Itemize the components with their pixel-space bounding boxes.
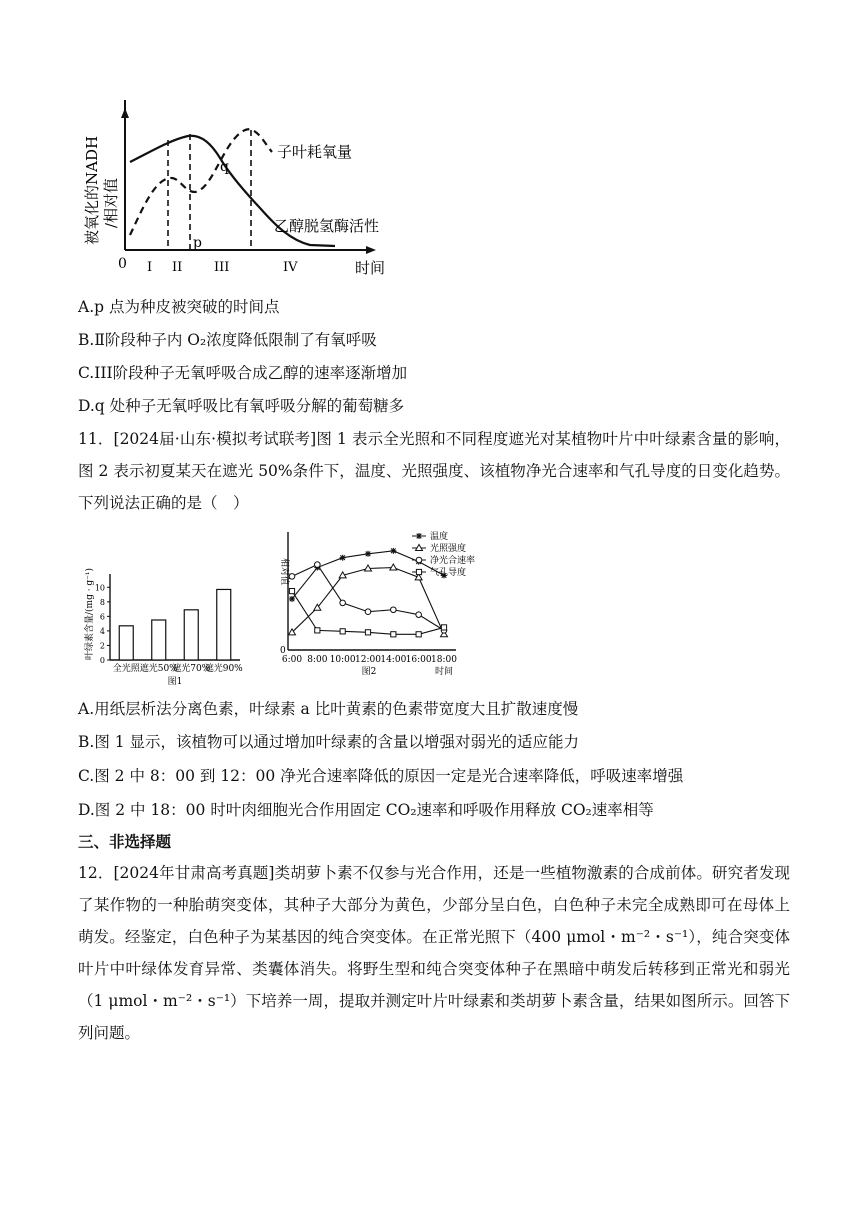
- diurnal-line-chart: [270, 528, 540, 688]
- q11-option-a: A.用纸层析法分离色素，叶绿素 a 比叶黄素的色素带宽度大且扩散速度慢: [78, 700, 579, 718]
- y-axis-label: 相对值: [279, 558, 289, 586]
- series-point: [416, 557, 422, 563]
- q10-option-c: C.III阶段种子无氧呼吸合成乙醇的速率逐渐增加: [78, 364, 408, 382]
- y-axis-label-2: /相对值: [102, 177, 120, 228]
- legend-label: 气孔导度: [430, 568, 467, 578]
- q11-option-b: B.图 1 显示，该植物可以通过增加叶绿素的含量以增强对弱光的适应能力: [78, 733, 580, 751]
- x-tick-label: 18:00: [431, 655, 457, 665]
- origin-label: 0: [280, 646, 286, 656]
- series-point: [289, 574, 295, 580]
- stage-label: II: [172, 260, 183, 275]
- x-tick-label: 16:00: [405, 655, 432, 665]
- series-point: [340, 555, 346, 561]
- chart-title: 图2: [361, 667, 377, 677]
- section-title: 三、非选择题: [78, 832, 172, 851]
- point-q: q: [220, 159, 229, 175]
- legend-label: 净光合速率: [430, 556, 476, 566]
- nadh-figure: [80, 100, 400, 282]
- x-tick-label: 14:00: [380, 655, 407, 665]
- legend-label: 光照强度: [430, 544, 467, 554]
- origin-label: 0: [118, 256, 127, 272]
- q12-text: 12．[2024年甘肃高考真题]类胡萝卜素不仅参与光合作用，还是一些植物激素的合成前体。研究者发现了某作物的一种胎萌突变体，其种子大部分为黄色，少部分呈白色，白色种子未完全成熟即可在母体上萌发。经鉴定，白色种子为某基因的纯合突变体。在正常光照下（400 μmol・m⁻²・s⁻¹），纯合突变体叶片中叶绿体发育异常、类囊体消失。将野生型和纯合突变体种子在黑暗中萌发后转移到正常光和弱光（1 μmol・m⁻²・s⁻¹）下培养一周，提取并测定叶片叶绿素和类胡萝卜素含量，结果如图所示。回答下列问题。: [78, 864, 790, 1042]
- series-point: [416, 569, 421, 574]
- series-point: [441, 625, 446, 630]
- x-tick-label: 遮光90%: [204, 664, 243, 674]
- q10-option-b: B.Ⅱ阶段种子内 O₂浓度降低限制了有氧呼吸: [78, 331, 377, 349]
- series-point: [390, 548, 396, 554]
- bar: [217, 589, 231, 660]
- series-point: [365, 630, 370, 635]
- series-point: [416, 612, 422, 618]
- stage-label: IV: [283, 260, 298, 275]
- series-point: [340, 629, 345, 634]
- y-tick-label: 2: [99, 641, 105, 651]
- x-tick-label: 10:00: [329, 655, 356, 665]
- series-point: [315, 562, 321, 568]
- x-tick-label: 6:00: [281, 655, 303, 665]
- y-axis-label-1: 被氧化的NADH: [83, 135, 101, 245]
- y-tick-label: 6: [99, 612, 105, 622]
- x-tick-label: 遮光70%: [172, 664, 211, 674]
- series-point: [365, 551, 371, 557]
- x-tick-label: 遮光50%: [139, 664, 178, 674]
- y-axis-label: 叶绿素含量/(mg · g⁻¹): [85, 567, 95, 660]
- y-tick-label: 0: [99, 656, 105, 665]
- series-point: [289, 588, 294, 593]
- x-tick-label: 8:00: [307, 655, 328, 665]
- q10-option-a: A.p 点为种皮被突破的时间点: [78, 298, 280, 316]
- series-point: [391, 607, 397, 613]
- series-point: [315, 628, 320, 633]
- q11-option-c: C.图 2 中 8：00 到 12：00 净光合速率降低的原因一定是光合速率降低，呼吸速率增强: [78, 767, 684, 785]
- bar: [119, 626, 133, 660]
- series-point: [416, 533, 422, 539]
- q11-option-d: D.图 2 中 18：00 时叶肉细胞光合作用固定 CO₂速率和呼吸作用释放 CO₂速率相等: [78, 801, 654, 819]
- chlorophyll-bar-chart: [80, 560, 270, 688]
- y-tick-label: 10: [94, 583, 105, 593]
- legend-label: 温度: [430, 532, 449, 542]
- x-axis-label: 时间: [355, 259, 386, 277]
- q10-option-d: D.q 处种子无氧呼吸比有氧呼吸分解的葡萄糖多: [78, 397, 405, 415]
- x-axis-label: 时间: [434, 667, 454, 677]
- series-point: [365, 609, 371, 615]
- point-p: p: [193, 235, 202, 251]
- x-tick-label: 全光照: [112, 664, 140, 674]
- series-point: [391, 632, 396, 637]
- chart-title: 图1: [167, 677, 183, 687]
- x-tick-label: 12:00: [355, 655, 381, 665]
- series-point: [340, 600, 346, 606]
- series-point: [416, 632, 421, 637]
- stage-label: I: [147, 260, 153, 275]
- curve-label-enzyme: 乙醇脱氢酶活性: [274, 217, 380, 235]
- series-point: [390, 564, 397, 570]
- y-tick-label: 8: [99, 597, 105, 607]
- bar: [184, 610, 198, 660]
- stage-label: III: [214, 260, 230, 275]
- bar: [152, 620, 166, 660]
- q11-stem: 11．[2024届·山东·模拟考试联考]图 1 表示全光照和不同程度遮光对某植物叶片中叶绿素含量的影响，图 2 表示初夏某天在遮光 50%条件下，温度、光照强度、该植物净光合速率和气孔导度的日变化趋势。下列说法正确的是（ ）: [78, 430, 790, 512]
- series-point: [289, 596, 295, 602]
- curve-label-consumption: 子叶耗氧量: [277, 143, 353, 161]
- y-tick-label: 4: [99, 626, 105, 636]
